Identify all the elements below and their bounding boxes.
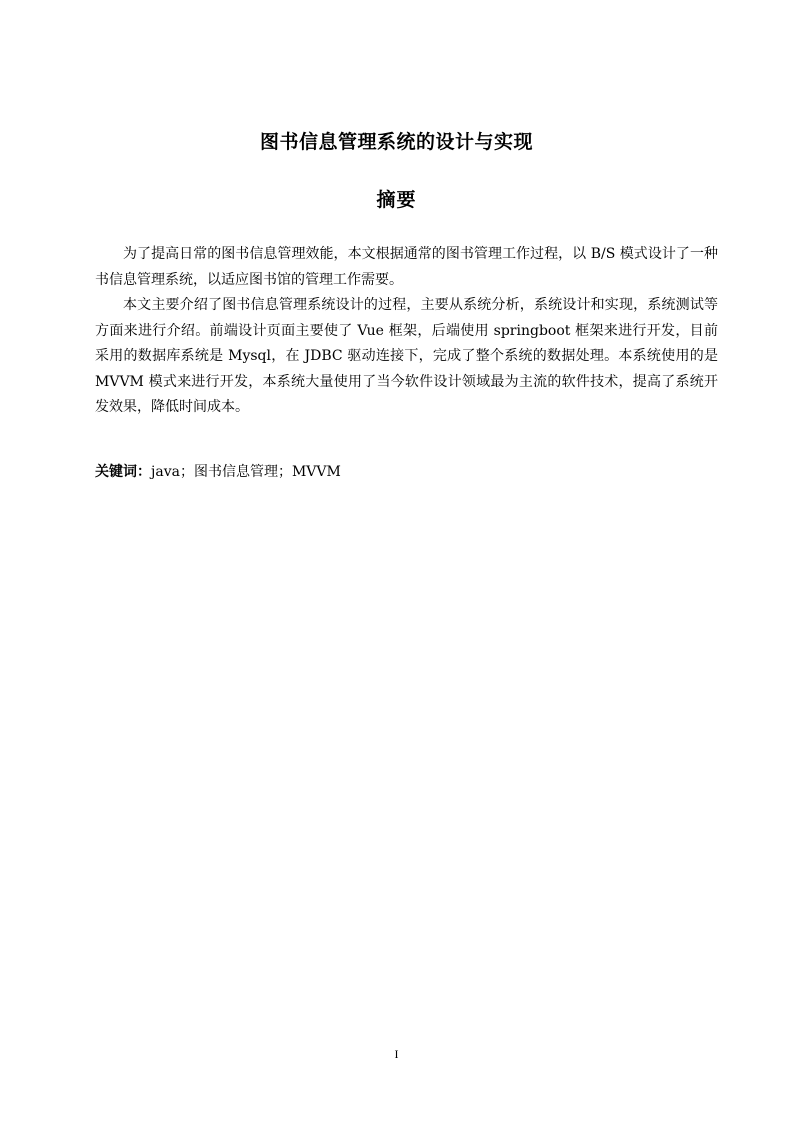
keywords-value: java；图书信息管理；MVVM <box>151 464 341 480</box>
abstract-paragraph-2: 本文主要介绍了图书信息管理系统设计的过程，主要从系统分析，系统设计和实现，系统测试等方面来进行介绍。前端设计页面主要使了 Vue 框架，后端使用 springboot 框架来进行开发，目前采用的数据库系统是 Mysql，在 JDBC 驱动连接下，完成了整个系统的数据处理。本系统使用的是 MVVM 模式来进行开发，本系统大量使用了当今软件设计领域最为主流的软件技术，提高了系统开发效果，降低时间成本。 <box>95 297 718 415</box>
keywords-label: 关键词： <box>95 464 151 480</box>
keywords-line <box>95 460 341 484</box>
abstract-heading: 摘要 <box>376 189 417 211</box>
page-number: I <box>394 1047 399 1061</box>
document-title: 图书信息管理系统的设计与实现 <box>259 131 533 153</box>
abstract-paragraph-1: 为了提高日常的图书信息管理效能，本文根据通常的图书管理工作过程，以 B/S 模式设计了一种书信息管理系统，以适应图书馆的管理工作需要。 <box>95 246 718 288</box>
abstract-body <box>95 242 718 421</box>
